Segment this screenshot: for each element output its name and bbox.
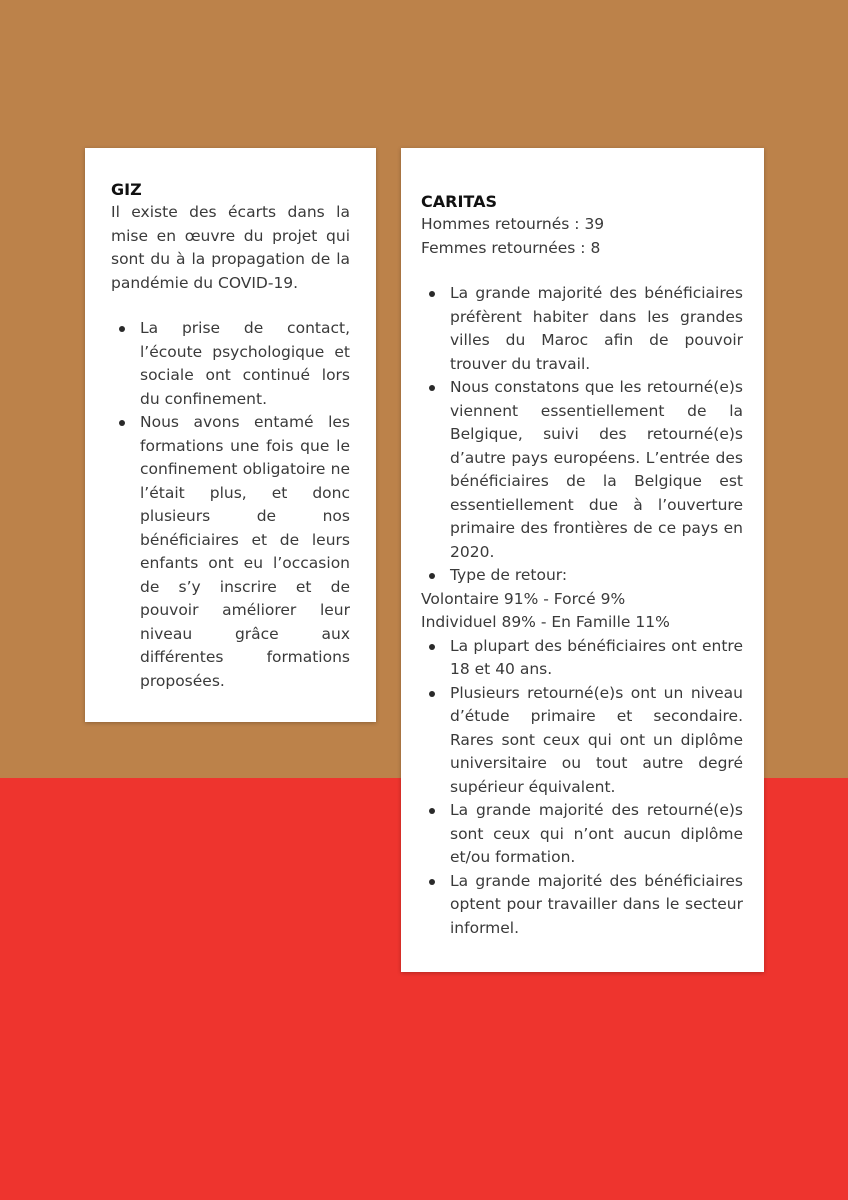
giz-title: GIZ <box>111 180 142 199</box>
caritas-card <box>401 148 764 972</box>
return-type-voluntary-forced: Volontaire 91% - Forcé 9% <box>421 589 626 608</box>
giz-card <box>85 148 376 722</box>
men-returned-count: Hommes retournés : 39 <box>421 215 605 233</box>
list-item: La grande majorité des bénéficiaires optent pour travailler dans le secteur informel. <box>421 870 743 941</box>
list-item: La plupart des bénéficiaires ont entre 18 et 40 ans. <box>421 635 743 682</box>
giz-intro: Il existe des écarts dans la mise en œuvre du projet qui sont du à la propagation de la pandémie du COVID-19. <box>111 203 350 292</box>
spacer <box>421 260 743 282</box>
list-item: La prise de contact, l’écoute psychologique et sociale ont continué lors du confinement. <box>111 317 350 411</box>
list-item: Plusieurs retourné(e)s ont un niveau d’étude primaire et secondaire. Rares sont ceux qui ont un diplôme universitaire ou tout autre degré supérieur équivalent. <box>421 682 743 800</box>
giz-bullet-list <box>111 317 350 693</box>
list-item: Nous constatons que les retourné(e)s viennent essentiellement de la Belgique, suivi des retourné(e)s d’autre pays européens. L’entrée des bénéficiaires de la Belgique est essentiellement due à l’ouverture primaire des frontières de ce pays en 2020. <box>421 376 743 564</box>
women-returned-count: Femmes retournées : 8 <box>421 238 601 257</box>
list-item: Nous avons entamé les formations une fois que le confinement obligatoire ne l’était plus, et donc plusieurs de nos bénéficiaires et de leurs enfants ont eu l’occasion de s’y inscrire et de pouvoir améliorer leur niveau grâce aux différentes formations proposées. <box>111 411 350 693</box>
list-item: La grande majorité des bénéficiaires préfèrent habiter dans les grandes villes du Maroc afin de pouvoir trouver du travail. <box>421 282 743 376</box>
caritas-title: CARITAS <box>421 192 497 211</box>
caritas-bullet-list-b <box>421 635 743 941</box>
spacer <box>111 295 350 317</box>
list-item: La grande majorité des retourné(e)s sont ceux qui n’ont aucun diplôme et/ou formation. <box>421 799 743 870</box>
list-item: Type de retour: <box>421 564 743 588</box>
return-type-individual-family: Individuel 89% - En Famille 11% <box>421 613 670 631</box>
caritas-bullet-list-a <box>421 282 743 588</box>
